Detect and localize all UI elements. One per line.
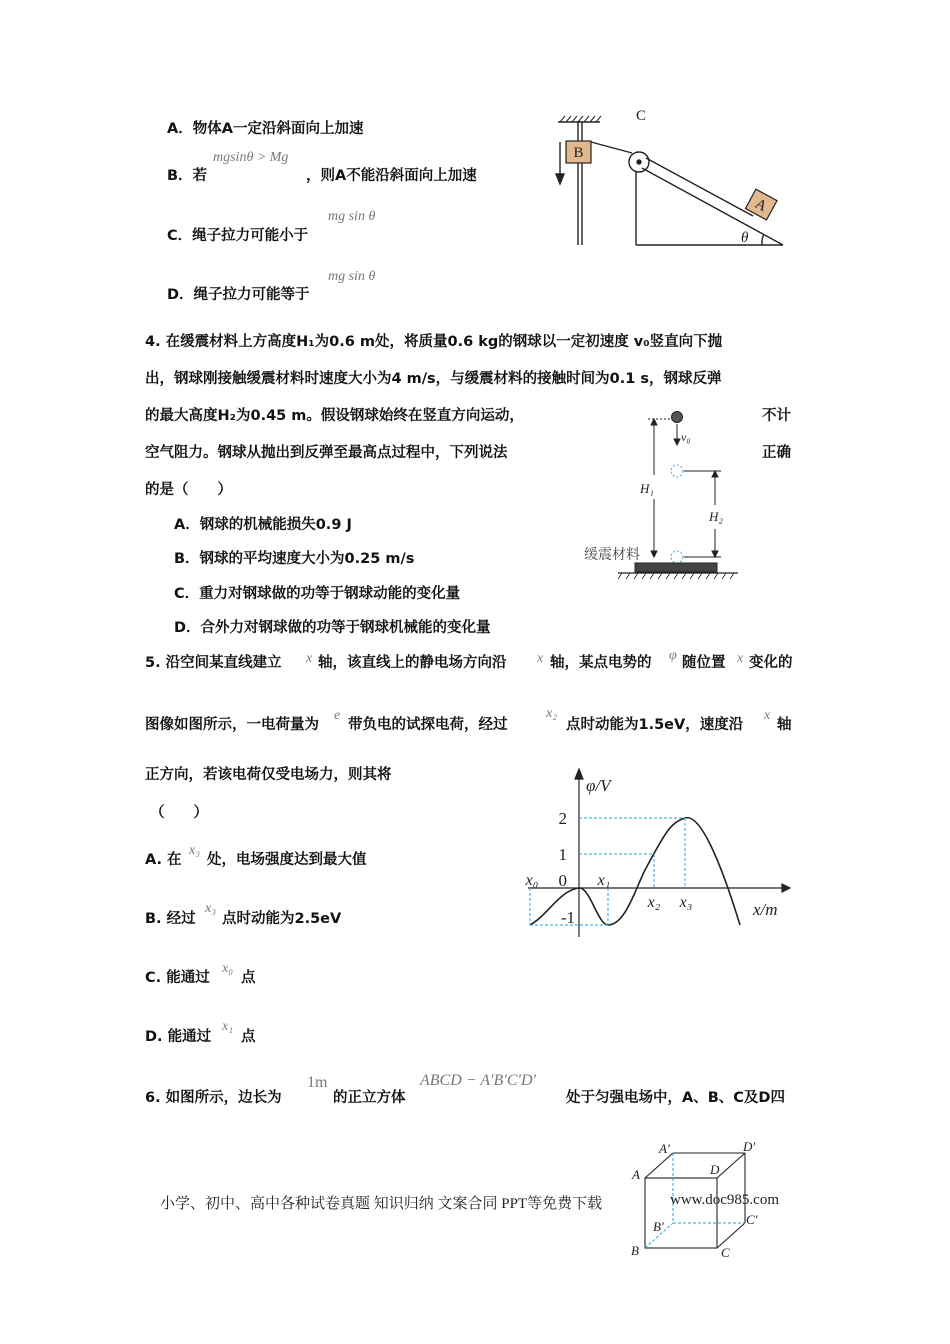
q4-line-1: 4. 在缓震材料上方高度H₁为0.6 m处，将质量0.6 kg的钢球以一定初速度 v₀竖直向下抛	[145, 334, 723, 350]
q6-label-a-prime: A′	[659, 1141, 670, 1156]
q5-option-c-prefix: C. 能通过	[145, 970, 210, 986]
q4-line-4-right: 正确	[762, 445, 791, 461]
q5-line-1-c: 轴，某点电势的	[550, 655, 652, 671]
footer-url[interactable]: www.doc985.com	[670, 1192, 780, 1208]
q4-line-2: 出，钢球刚接触缓震材料时速度大小为4 m/s，与缓震材料的接触时间为0.1 s，钢球反弹	[145, 371, 722, 387]
q6-suffix: 处于匀强电场中，A、B、C及D四	[566, 1090, 785, 1106]
q3-option-d-formula: mg sin θ	[328, 269, 376, 284]
q6-label-d: D	[710, 1162, 720, 1177]
q3-option-b-suffix: ，则A不能沿斜面向上加速	[306, 168, 477, 184]
q3-label-b: B	[573, 145, 584, 161]
q5-option-d-formula: x₁	[222, 1019, 234, 1034]
q5-line-1-x3: x	[737, 651, 744, 666]
q5-option-b-suffix: 点时动能为2.5eV	[222, 911, 342, 927]
q5-line-2-c: 点时动能为1.5eV，速度沿	[566, 717, 744, 733]
q5-graph-xtick-x1: x₁	[597, 872, 611, 889]
q5-option-b-formula: x₃	[205, 901, 217, 916]
q6-prefix: 6. 如图所示，边长为	[145, 1090, 282, 1106]
q5-option-d-suffix: 点	[241, 1029, 256, 1045]
q5-line-4: （ ）	[150, 805, 208, 821]
q5-line-1-e: 变化的	[749, 655, 793, 671]
q5-option-a-formula: x₃	[189, 843, 201, 858]
q4-line-5: 的是（ ）	[145, 482, 232, 498]
q4-label-h2: H₂	[709, 509, 723, 524]
q5-line-1-b: 轴，该直线上的静电场方向沿	[318, 655, 507, 671]
q6-label-c: C	[721, 1245, 730, 1260]
q4-line-4: 空气阻力。钢球从抛出到反弹至最高点过程中，下列说法	[145, 445, 508, 461]
q6-label-c-prime: C′	[746, 1212, 758, 1227]
q5-line-2-d: 轴	[777, 717, 792, 733]
q3-option-c-formula: mg sin θ	[328, 209, 376, 224]
q5-line-3: 正方向，若该电荷仅受电场力，则其将	[145, 767, 392, 783]
q3-option-b-prefix: B．若	[167, 168, 208, 184]
q3-option-d: D．绳子拉力可能等于	[167, 287, 310, 303]
q3-label-c: C	[636, 108, 647, 124]
q6-label-b: B	[631, 1243, 639, 1258]
q5-potential-graph	[520, 765, 800, 945]
q4-label-material: 缓震材料	[584, 547, 640, 563]
q6-label-a: A	[632, 1167, 640, 1182]
q5-graph-ytick-neg1: -1	[560, 908, 575, 927]
q5-graph-xtick-x2: x₂	[647, 894, 661, 911]
q5-line-2-a: 图像如图所示，一电荷量为	[145, 717, 319, 733]
q5-line-1-d: 随位置	[682, 655, 726, 671]
q4-ball-drop-figure	[580, 405, 745, 580]
q4-option-b: B．钢球的平均速度大小为0.25 m/s	[174, 551, 415, 567]
q4-option-d: D．合外力对钢球做的功等于钢球机械能的变化量	[174, 620, 491, 636]
q5-line-1-phi: φ	[669, 648, 677, 663]
q4-label-v0: v₀	[681, 430, 691, 444]
q5-option-d-prefix: D. 能通过	[145, 1029, 212, 1045]
footer-text: 小学、初中、高中各种试卷真题 知识归纳 文案合同 PPT等免费下载	[160, 1196, 603, 1212]
q5-graph-ytick-2: 2	[558, 809, 567, 828]
q6-label-d-prime: D′	[743, 1139, 756, 1154]
q5-line-2-b: 带负电的试探电荷，经过	[348, 717, 508, 733]
q3-label-a: A	[752, 195, 770, 216]
q5-line-1-x1: x	[306, 651, 313, 666]
q6-formula-length: 1m	[307, 1074, 328, 1091]
q4-option-c: C．重力对钢球做的功等于钢球动能的变化量	[174, 586, 461, 602]
q5-line-1-x2: x	[537, 651, 544, 666]
q5-line-1-a: 5. 沿空间某直线建立	[145, 655, 282, 671]
q3-option-a: A．物体A一定沿斜面向上加速	[167, 121, 364, 137]
q6-label-b-prime: B′	[653, 1219, 664, 1234]
q5-graph-xtick-x0: x₀	[525, 872, 539, 889]
q5-option-a-prefix: A. 在	[145, 852, 182, 868]
q5-graph-xlabel: x/m	[753, 900, 778, 919]
q5-line-2-x2: x₂	[546, 706, 558, 721]
q6-middle: 的正立方体	[333, 1090, 406, 1106]
q5-graph-ylabel: φ/V	[586, 776, 611, 795]
q3-label-theta: θ	[741, 230, 749, 246]
q4-line-3-right: 不计	[762, 408, 791, 424]
q4-label-h1: H₁	[640, 481, 654, 496]
q5-line-2-e: e	[334, 708, 341, 723]
q5-line-2-x: x	[764, 708, 771, 723]
q5-option-c-formula: x₀	[222, 961, 234, 976]
q3-option-b-formula: mgsinθ > Mg	[213, 150, 289, 165]
q4-line-3: 的最大高度H₂为0.45 m。假设钢球始终在竖直方向运动，	[145, 408, 524, 424]
q5-graph-xtick-x3: x₃	[679, 894, 693, 911]
q3-pulley-incline-figure	[548, 110, 788, 250]
q3-option-c: C．绳子拉力可能小于	[167, 228, 309, 244]
q5-option-b-prefix: B. 经过	[145, 911, 196, 927]
q5-graph-ytick-1: 1	[558, 845, 567, 864]
q5-graph-ytick-0: 0	[558, 871, 567, 890]
q5-option-c-suffix: 点	[241, 970, 256, 986]
q4-option-a: A．钢球的机械能损失0.9 J	[174, 517, 352, 533]
q5-option-a-suffix: 处，电场强度达到最大值	[207, 852, 367, 868]
q6-formula-cube: ABCD − A′B′C′D′	[420, 1072, 537, 1089]
